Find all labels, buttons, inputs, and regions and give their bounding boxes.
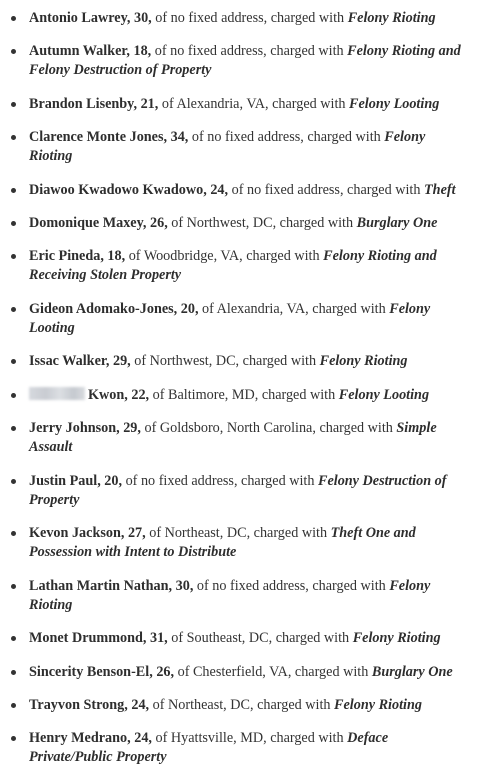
list-item: Justin Paul, 20, of no fixed address, charged with Felony Destruction of Property <box>29 472 469 510</box>
person-location: Northwest, DC <box>149 353 236 369</box>
charge-text: Felony Looting <box>349 96 440 112</box>
person-name: Diawoo Kwadowo Kwadowo <box>29 182 204 198</box>
charge-text: Felony Rioting <box>334 697 422 713</box>
person-name: Domonique Maxey <box>29 215 143 231</box>
person-age: , 29, <box>116 420 141 436</box>
person-location: Northeast, DC <box>164 525 247 541</box>
person-age: , 26, <box>142 215 168 231</box>
person-age: , 30, <box>126 10 152 26</box>
person-age: , 31, <box>142 630 168 646</box>
person-location: Northwest, DC <box>186 215 273 231</box>
list-item: Brandon Lisenby, 21, of Alexandria, VA, charged with Felony Looting <box>29 95 469 114</box>
charge-text: Burglary One <box>356 215 438 231</box>
person-name: Kwon <box>88 387 125 403</box>
charge-text: Felony Looting <box>29 301 431 336</box>
person-age: , 30, <box>168 578 194 594</box>
person-location: Baltimore, MD <box>168 387 255 403</box>
redacted-name-blur <box>29 387 85 400</box>
person-name: Brandon Lisenby <box>29 96 134 112</box>
charge-text: Felony Rioting <box>29 129 426 164</box>
person-location: no fixed address <box>140 473 234 489</box>
charge-text: Felony Destruction of Property <box>29 473 447 508</box>
person-age: , 26, <box>149 664 175 680</box>
person-location: Hyattsville, MD <box>170 730 264 746</box>
person-location: no fixed address <box>246 182 340 198</box>
person-name: Gideon Adomako-Jones <box>29 301 174 317</box>
charge-text: Felony Rioting <box>347 10 436 26</box>
person-age: , 29, <box>105 353 131 369</box>
list-item: Issac Walker, 29, of Northwest, DC, charged with Felony Rioting <box>29 352 469 371</box>
person-location: Woodbridge, VA <box>143 248 240 264</box>
list-item: Trayvon Strong, 24, of Northeast, DC, charged with Felony Rioting <box>29 696 469 715</box>
list-item: Autumn Walker, 18, of no fixed address, charged with Felony Rioting and Felony Destruction of Property <box>29 42 469 80</box>
person-age: , 18, <box>100 248 126 264</box>
person-name: Antonio Lawrey <box>29 10 127 26</box>
person-age: , 21, <box>133 96 159 112</box>
charge-text: Simple Assault <box>29 420 437 455</box>
list-item: Clarence Monte Jones, 34, of no fixed address, charged with Felony Rioting <box>29 128 469 166</box>
person-name: Sincerity Benson-El <box>29 664 150 680</box>
charge-text: Theft One and Possession with Intent to Distribute <box>29 525 416 560</box>
person-name: Monet Drummond <box>29 630 143 646</box>
person-location: Chesterfield, VA <box>192 664 288 680</box>
person-name: Issac Walker <box>29 353 106 369</box>
person-location: Northeast, DC <box>168 697 250 713</box>
list-item: Lathan Martin Nathan, 30, of no fixed address, charged with Felony Rioting <box>29 577 469 615</box>
person-location: no fixed address <box>207 129 301 145</box>
person-age: , 20, <box>97 473 123 489</box>
list-item: Sincerity Benson-El, 26, of Chesterfield, VA, charged with Burglary One <box>29 663 469 682</box>
charge-text: Felony Rioting <box>319 353 408 369</box>
person-name: Trayvon Strong <box>29 697 125 713</box>
list-item: Monet Drummond, 31, of Southeast, DC, charged with Felony Rioting <box>29 629 469 648</box>
charge-text: Felony Rioting <box>29 578 431 613</box>
charge-text: Felony Looting <box>338 387 430 403</box>
person-age: , 24, <box>127 730 152 746</box>
list-item: Antonio Lawrey, 30, of no fixed address, charged with Felony Rioting <box>29 9 469 28</box>
person-location: no fixed address <box>170 43 264 59</box>
person-name: Lathan Martin Nathan <box>29 578 169 594</box>
person-name: Autumn Walker <box>29 43 127 59</box>
person-age: , 34, <box>163 129 189 145</box>
person-name: Henry Medrano <box>29 730 128 746</box>
person-location: no fixed address <box>212 578 306 594</box>
charge-text: Felony Rioting and Felony Destruction of Property <box>29 43 461 78</box>
list-item: Henry Medrano, 24, of Hyattsville, MD, charged with Deface Private/Public Property <box>29 729 469 767</box>
person-name: Eric Pineda <box>29 248 101 264</box>
person-name: Jerry Johnson <box>29 420 117 436</box>
list-item: Jerry Johnson, 29, of Goldsboro, North Carolina, charged with Simple Assault <box>29 419 469 457</box>
person-name: Justin Paul <box>29 473 98 489</box>
charge-text: Felony Rioting <box>352 630 441 646</box>
person-name: Kevon Jackson <box>29 525 121 541</box>
charge-text: Burglary One <box>371 664 453 680</box>
list-item: Gideon Adomako-Jones, 20, of Alexandria, VA, charged with Felony Looting <box>29 300 469 338</box>
person-location: Alexandria, VA <box>176 96 265 112</box>
charge-text: Deface Private/Public Property <box>29 730 389 765</box>
charge-text: Felony Rioting and Receiving Stolen Property <box>29 248 437 283</box>
person-age: , 20, <box>173 301 199 317</box>
person-name: Clarence Monte Jones <box>29 129 164 145</box>
list-item: Kevon Jackson, 27, of Northeast, DC, charged with Theft One and Possession with Intent to Distribute <box>29 524 469 562</box>
person-age: , 24, <box>124 697 150 713</box>
person-location: Alexandria, VA <box>216 301 306 317</box>
person-age: , 22, <box>124 387 150 403</box>
list-item: Diawoo Kwadowo Kwadowo, 24, of no fixed address, charged with Theft <box>29 181 469 200</box>
list-item: Domonique Maxey, 26, of Northwest, DC, charged with Burglary One <box>29 214 469 233</box>
person-location: Southeast, DC <box>186 630 269 646</box>
list-item: Kwon, 22, of Baltimore, MD, charged with Felony Looting <box>29 386 469 405</box>
person-location: no fixed address <box>170 10 264 26</box>
person-location: Goldsboro, North Carolina <box>159 420 313 436</box>
charge-text: Theft <box>424 182 456 198</box>
person-age: , 18, <box>126 43 152 59</box>
list-item: Eric Pineda, 18, of Woodbridge, VA, charged with Felony Rioting and Receiving Stolen Property <box>29 247 469 285</box>
person-age: , 27, <box>120 525 146 541</box>
person-age: , 24, <box>203 182 229 198</box>
